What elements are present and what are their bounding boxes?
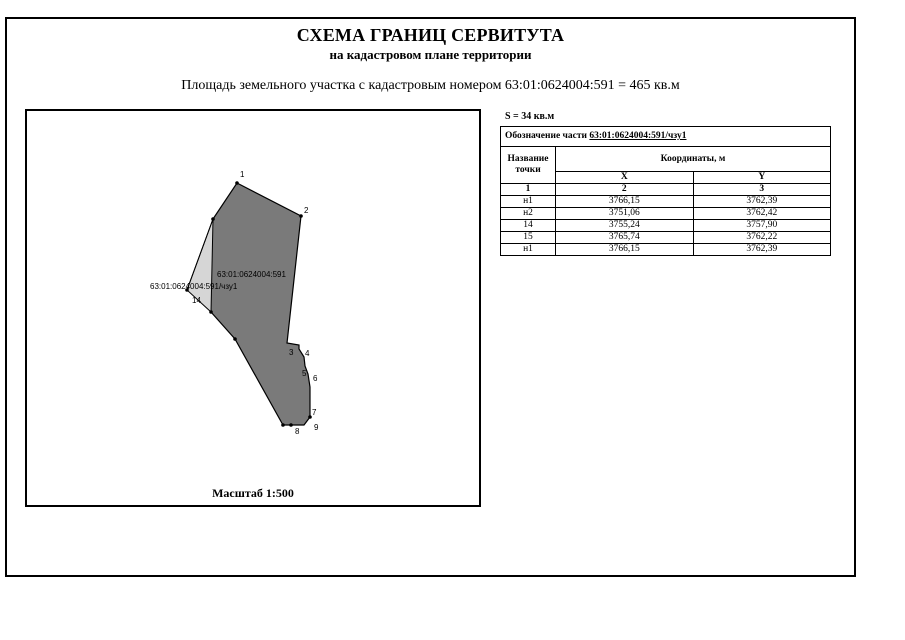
point-label-2: 2 (304, 206, 309, 215)
coordinates-table (500, 126, 831, 256)
servitude-area: S = 34 кв.м (505, 111, 555, 122)
table-header-row (501, 147, 831, 172)
table-row (501, 232, 831, 244)
cell-y: 3757,90 (693, 220, 831, 232)
cell-y: 3762,39 (693, 244, 831, 256)
parcel-polygon (209, 183, 310, 425)
point-label-3: 3 (289, 348, 294, 357)
cell-point: 14 (501, 220, 556, 232)
map-drawing (27, 111, 479, 505)
cell-x: 3766,15 (556, 244, 694, 256)
table-row (501, 196, 831, 208)
vertex-marker (209, 310, 213, 314)
map-scale: Масштаб 1:500 (212, 486, 294, 500)
cell-x: 3755,24 (556, 220, 694, 232)
table-row (501, 244, 831, 256)
header-point-name: Название точки (501, 147, 556, 184)
header-col2: 2 (556, 184, 694, 196)
point-label-1: 1 (240, 170, 245, 179)
parcel-cadastral-label: 63:01:0624004:591 (217, 270, 286, 279)
point-label-5: 5 (302, 369, 307, 378)
table-header-row (501, 184, 831, 196)
table-row (501, 208, 831, 220)
plan-sheet (5, 17, 856, 577)
cell-point: 15 (501, 232, 556, 244)
cell-x: 3766,15 (556, 196, 694, 208)
vertex-marker (235, 181, 239, 185)
point-label-9: 9 (314, 423, 319, 432)
point-label-4: 4 (305, 349, 310, 358)
part-designation (501, 127, 831, 147)
point-label-7: 7 (312, 408, 317, 417)
header-col1: 1 (501, 184, 556, 196)
cell-x: 3751,06 (556, 208, 694, 220)
point-label-8: 8 (295, 427, 300, 436)
cell-y: 3762,42 (693, 208, 831, 220)
part-prefix: Обозначение части (505, 131, 588, 141)
page-title: СХЕМА ГРАНИЦ СЕРВИТУТА (296, 25, 565, 45)
part-number: 63:01:0624004:591/чзу1 (589, 131, 687, 141)
vertex-marker (289, 423, 293, 427)
vertex-marker (211, 217, 215, 221)
header-x: X (556, 172, 694, 184)
vertex-marker (233, 337, 237, 341)
table-row (501, 127, 831, 147)
page-subtitle: на кадастровом плане территории (329, 47, 532, 62)
header-coordinates: Координаты, м (556, 147, 831, 172)
point-label-6: 6 (313, 374, 318, 383)
cell-x: 3765,74 (556, 232, 694, 244)
cell-point: н2 (501, 208, 556, 220)
table-row (501, 220, 831, 232)
vertex-marker (299, 214, 303, 218)
cell-point: н1 (501, 244, 556, 256)
header-col3: 3 (693, 184, 831, 196)
cadastral-map (25, 109, 481, 507)
point-label-14: 14 (192, 296, 201, 305)
header-y: Y (693, 172, 831, 184)
vertex-marker (281, 423, 285, 427)
cell-y: 3762,22 (693, 232, 831, 244)
cell-y: 3762,39 (693, 196, 831, 208)
cell-point: н1 (501, 196, 556, 208)
parcel-area-line: Площадь земельного участка с кадастровым номером 63:01:0624004:591 = 465 кв.м (181, 78, 680, 93)
servitude-cadastral-label: 63:01:0624004:591/чзу1 (150, 282, 238, 291)
